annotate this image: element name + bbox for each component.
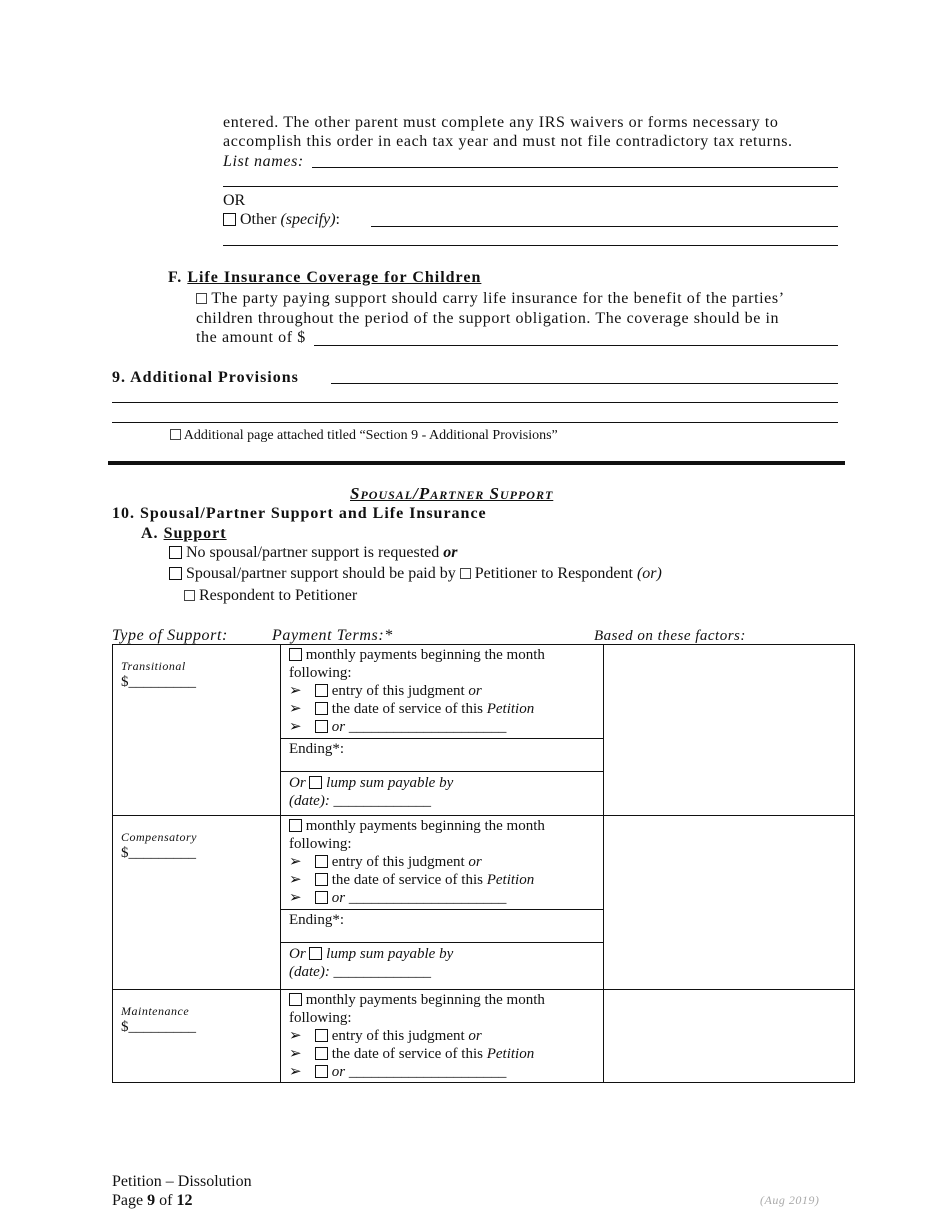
arrow-icon: ➢ bbox=[289, 872, 302, 888]
lump-sum-block bbox=[281, 772, 603, 811]
service-checkbox[interactable] bbox=[315, 873, 328, 886]
lump-sum-checkbox[interactable] bbox=[309, 947, 322, 960]
arrow-icon: ➢ bbox=[289, 683, 302, 699]
additional-provisions-field-2[interactable] bbox=[112, 402, 838, 403]
type-cell bbox=[113, 990, 281, 1083]
respondent-to-petitioner-option: Respondent to Petitioner bbox=[184, 586, 357, 605]
spousal-support-title: Spousal/Partner Support bbox=[350, 484, 554, 503]
arrow-icon: ➢ bbox=[289, 854, 302, 870]
entry-checkbox[interactable] bbox=[315, 684, 328, 697]
life-insurance-line-1: The party paying support should carry life insurance for the benefit of the parties’ bbox=[196, 289, 785, 308]
monthly-checkbox[interactable] bbox=[289, 819, 302, 832]
following-label: following: bbox=[289, 665, 352, 681]
lump-sum-block bbox=[281, 943, 603, 982]
type-cell bbox=[113, 816, 281, 990]
table-row bbox=[113, 645, 855, 816]
terms-cell bbox=[281, 990, 604, 1083]
table-row bbox=[113, 816, 855, 990]
arrow-icon: ➢ bbox=[289, 1046, 302, 1062]
entry-checkbox[interactable] bbox=[315, 1029, 328, 1042]
type-label: Compensatory bbox=[121, 830, 197, 844]
type-cell bbox=[113, 645, 281, 816]
arrow-icon: ➢ bbox=[289, 890, 302, 906]
amount-field[interactable]: $_________ bbox=[121, 1019, 196, 1035]
or-option: ➢ or _____________________ bbox=[289, 719, 507, 735]
list-names-label: List names: bbox=[223, 153, 304, 170]
amount-field[interactable]: $_________ bbox=[121, 674, 196, 690]
or-checkbox[interactable] bbox=[315, 891, 328, 904]
factors-cell[interactable] bbox=[604, 990, 855, 1083]
support-paid-option: Spousal/partner support should be paid by Petitioner to Respondent (or) bbox=[169, 564, 662, 583]
footer-page-number: Page 9 of 12 bbox=[112, 1192, 193, 1209]
service-option: ➢ the date of service of this Petition bbox=[289, 1046, 535, 1062]
lump-sum-checkbox[interactable] bbox=[309, 776, 322, 789]
or-option: ➢ or _____________________ bbox=[289, 890, 507, 906]
terms-cell bbox=[281, 816, 604, 990]
list-names-field[interactable] bbox=[312, 167, 838, 168]
service-checkbox[interactable] bbox=[315, 702, 328, 715]
support-subheading: A. Support bbox=[141, 525, 227, 542]
arrow-icon: ➢ bbox=[289, 1064, 302, 1080]
monthly-line: monthly payments beginning the month bbox=[289, 646, 595, 664]
additional-page-checkbox[interactable] bbox=[170, 429, 181, 440]
arrow-icon: ➢ bbox=[289, 701, 302, 717]
no-support-checkbox[interactable] bbox=[169, 546, 182, 559]
entry-option: ➢ entry of this judgment or bbox=[289, 854, 482, 870]
additional-provisions-field-1[interactable] bbox=[331, 383, 838, 384]
lump-date-field[interactable]: (date): _____________ bbox=[289, 793, 432, 809]
col-header-factors: Based on these factors: bbox=[594, 628, 746, 644]
type-label: Maintenance bbox=[121, 1004, 190, 1018]
monthly-block bbox=[281, 645, 603, 739]
amount-field[interactable]: $_________ bbox=[121, 845, 196, 861]
respondent-to-petitioner-checkbox[interactable] bbox=[184, 590, 195, 601]
terms-cell bbox=[281, 645, 604, 816]
col-header-type: Type of Support: bbox=[112, 627, 228, 644]
col-header-terms: Payment Terms:* bbox=[272, 627, 393, 644]
other-specify-field[interactable] bbox=[371, 226, 838, 227]
continuation-line-2: accomplish this order in each tax year and must not file contradictory tax returns. bbox=[223, 133, 793, 150]
service-option: ➢ the date of service of this Petition bbox=[289, 701, 535, 717]
monthly-checkbox[interactable] bbox=[289, 993, 302, 1006]
life-insurance-line-3: the amount of $ bbox=[196, 329, 306, 346]
or-checkbox[interactable] bbox=[315, 1065, 328, 1078]
section-10-heading: 10. Spousal/Partner Support and Life Insurance bbox=[112, 505, 487, 522]
monthly-checkbox[interactable] bbox=[289, 648, 302, 661]
following-label: following: bbox=[289, 1010, 352, 1026]
or-checkbox[interactable] bbox=[315, 720, 328, 733]
service-option: ➢ the date of service of this Petition bbox=[289, 872, 535, 888]
monthly-block bbox=[281, 990, 603, 1082]
support-table bbox=[112, 644, 855, 1083]
type-label: Transitional bbox=[121, 659, 186, 673]
lump-sum-line: Or lump sum payable by bbox=[289, 775, 454, 791]
table-row bbox=[113, 990, 855, 1083]
life-insurance-checkbox[interactable] bbox=[196, 293, 207, 304]
other-specify-field-2[interactable] bbox=[223, 245, 838, 246]
continuation-line-1: entered. The other parent must complete any IRS waivers or forms necessary to bbox=[223, 114, 779, 131]
ending-field[interactable]: Ending*: bbox=[281, 910, 603, 943]
footer-revision: (Aug 2019) bbox=[760, 1193, 820, 1207]
additional-page-option: Additional page attached titled “Section 9 - Additional Provisions” bbox=[170, 427, 558, 444]
petitioner-to-respondent-checkbox[interactable] bbox=[460, 568, 471, 579]
or-label: OR bbox=[223, 192, 246, 209]
list-names-field-2[interactable] bbox=[223, 186, 838, 187]
ending-field[interactable]: Ending*: bbox=[281, 739, 603, 772]
life-insurance-heading: F. Life Insurance Coverage for Children bbox=[168, 269, 482, 286]
life-insurance-line-2: children throughout the period of the support obligation. The coverage should be in bbox=[196, 310, 780, 327]
lump-date-field[interactable]: (date): _____________ bbox=[289, 964, 432, 980]
entry-option: ➢ entry of this judgment or bbox=[289, 683, 482, 699]
factors-cell[interactable] bbox=[604, 645, 855, 816]
monthly-line: monthly payments beginning the month bbox=[289, 817, 595, 835]
monthly-block bbox=[281, 816, 603, 910]
support-paid-checkbox[interactable] bbox=[169, 567, 182, 580]
entry-option: ➢ entry of this judgment or bbox=[289, 1028, 482, 1044]
following-label: following: bbox=[289, 836, 352, 852]
factors-cell[interactable] bbox=[604, 816, 855, 990]
coverage-amount-field[interactable] bbox=[314, 345, 838, 346]
monthly-line: monthly payments beginning the month bbox=[289, 991, 595, 1009]
lump-sum-line: Or lump sum payable by bbox=[289, 946, 454, 962]
entry-checkbox[interactable] bbox=[315, 855, 328, 868]
additional-provisions-heading: 9. Additional Provisions bbox=[112, 369, 299, 386]
other-option: Other (specify): bbox=[223, 210, 340, 229]
no-support-option: No spousal/partner support is requested or bbox=[169, 543, 458, 562]
service-checkbox[interactable] bbox=[315, 1047, 328, 1060]
section-divider bbox=[108, 461, 845, 465]
arrow-icon: ➢ bbox=[289, 1028, 302, 1044]
footer-form-name: Petition – Dissolution bbox=[112, 1173, 252, 1190]
additional-provisions-field-3[interactable] bbox=[112, 422, 838, 423]
other-checkbox[interactable] bbox=[223, 213, 236, 226]
or-option: ➢ or _____________________ bbox=[289, 1064, 507, 1080]
arrow-icon: ➢ bbox=[289, 719, 302, 735]
